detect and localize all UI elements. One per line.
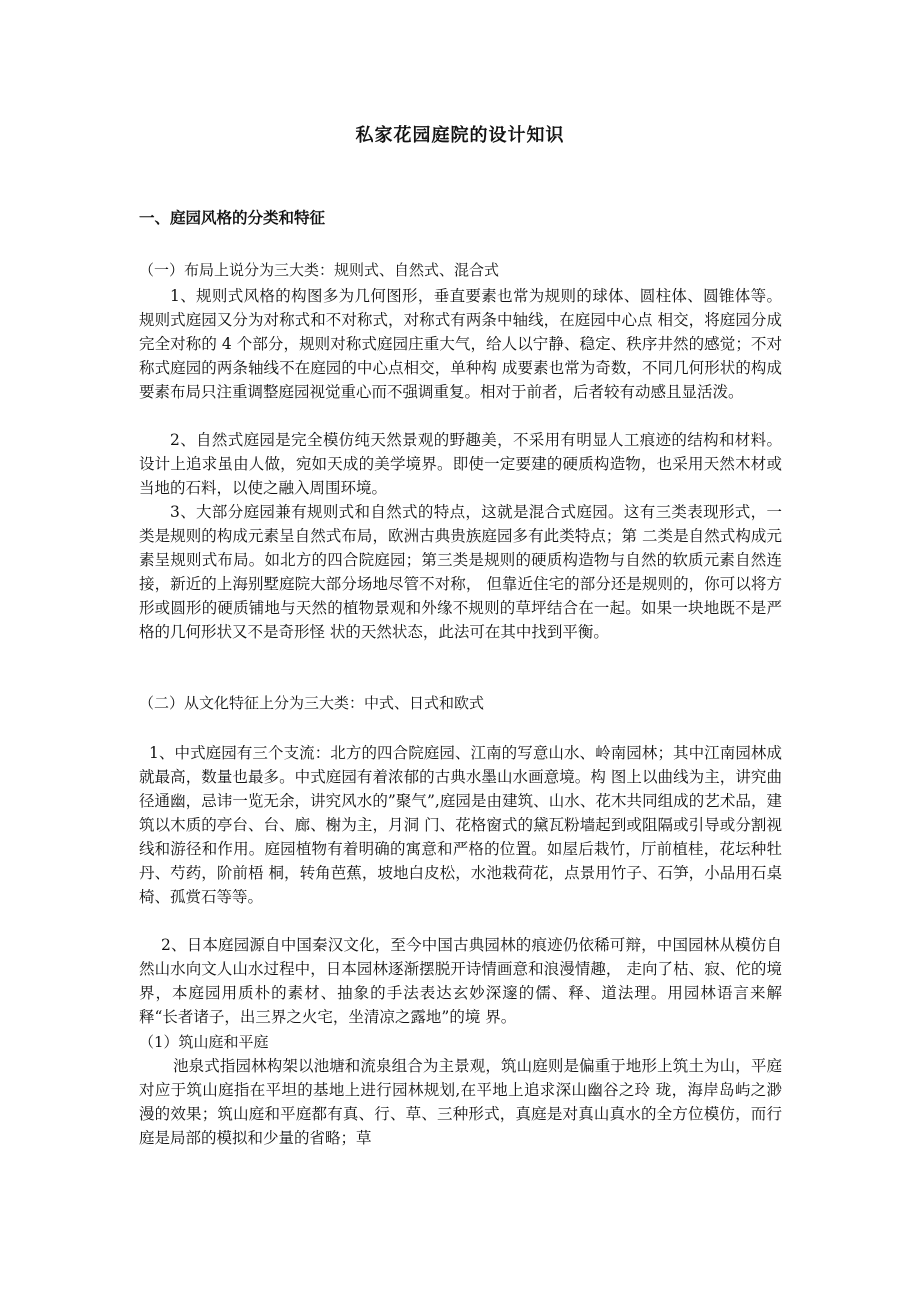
paragraph-tsukiyama: 池泉式指园林构架以池塘和流泉组合为主景观，筑山庭则是偏重于地形上筑土为山，平庭对应于筑山庭指在平坦的基地上进行园林规划,在平地上追求深山幽谷之玲 珑，海岸岛屿之渺漫的效果；筑山庭和平庭都有真、行、草、三种形式，真庭是对真山真水的全方位模仿，而行庭是局部的模拟和少量的省略；草 xyxy=(139,1057,782,1147)
paragraph-regular-style: 1、规则式风格的构图多为几何图形，垂直要素也常为规则的球体、圆柱体、圆锥体等。规则式庭园又分为对称式和不对称式，对称式有两条中轴线，在庭园中心点 相交，将庭园分成完全对称的 4 个部分，规则对称式庭园庄重大气，给人以宁静、稳定、秩序井然的感觉；不对称式庭园的两条轴线不在庭园的中心点相交，单种构 成要素也常为奇数，不同几何形状的构成要素布局只注重调整庭园视觉重心而不强调重复。相对于前者，后者较有动感且显活泼。 xyxy=(139,287,782,401)
document-title: 私家花园庭院的设计知识 xyxy=(355,125,565,146)
paragraph-chinese-garden: 1、中式庭园有三个支流：北方的四合院庭园、江南的写意山水、岭南园林；其中江南园林成就最高，数量也最多。中式庭园有着浓郁的古典水墨山水画意境。构 图上以曲线为主，讲究曲径通幽，忌讳一览无余，讲究风水的”聚气”,庭园是由建筑、山水、花木共同组成的艺术品，建筑以木质的亭台、台、廊、榭为主，月洞 门、花格窗式的黛瓦粉墙起到或阻隔或引导或分割视线和游径和作用。庭园植物有着明确的寓意和严格的位置。如屋后栽竹，厅前植桂，花坛种牡丹、芍药，阶前梧 桐，转角芭蕉，坡地白皮松，水池栽荷花，点景用竹子、石笋，小品用石桌椅、孤赏石等等。 xyxy=(139,744,782,906)
section-heading: 一、庭园风格的分类和特征 xyxy=(139,209,326,227)
subsection-heading-layout: （一）布局上说分为三大类：规则式、自然式、混合式 xyxy=(139,261,500,279)
paragraph-natural-style: 2、自然式庭园是完全模仿纯天然景观的野趣美，不采用有明显人工痕迹的结构和材料。设计上追求虽由人做，宛如天成的美学境界。即使一定要建的硬质构造物，也采用天然木材或当地的石料，以使之融入周围环境。 xyxy=(139,431,782,497)
paragraph-japanese-garden: 2、日本庭园源自中国秦汉文化，至今中国古典园林的痕迹仍依稀可辩，中国园林从模仿自然山水向文人山水过程中，日本园林逐渐摆脱开诗情画意和浪漫情趣， 走向了枯、寂、佗的境界，本庭园用质朴的素材、抽象的手法表达玄妙深邃的儒、释、道法理。用园林语言来解释“长者诸子，出三界之火宅，坐清凉之露地”的境 界。 xyxy=(139,936,782,1026)
paragraph-mixed-style: 3、大部分庭园兼有规则式和自然式的特点，这就是混合式庭园。这有三类表现形式，一类是规则的构成元素呈自然式布局，欧洲古典贵族庭园多有此类特点；第 二类是自然式构成元素呈规则式布局。如北方的四合院庭园；第三类是规则的硬质构造物与自然的软质元素自然连接，新近的上海别墅庭院大部分场地尽管不对称， 但靠近住宅的部分还是规则的，你可以将方形或圆形的硬质铺地与天然的植物景观和外缘不规则的草坪结合在一起。如果一块地既不是严格的几何形状又不是奇形怪 状的天然状态，此法可在其中找到平衡。 xyxy=(139,503,782,641)
subsection-heading-culture: （二）从文化特征上分为三大类：中式、日式和欧式 xyxy=(139,694,485,712)
subheading-tsukiyama: （1）筑山庭和平庭 xyxy=(139,1033,269,1051)
